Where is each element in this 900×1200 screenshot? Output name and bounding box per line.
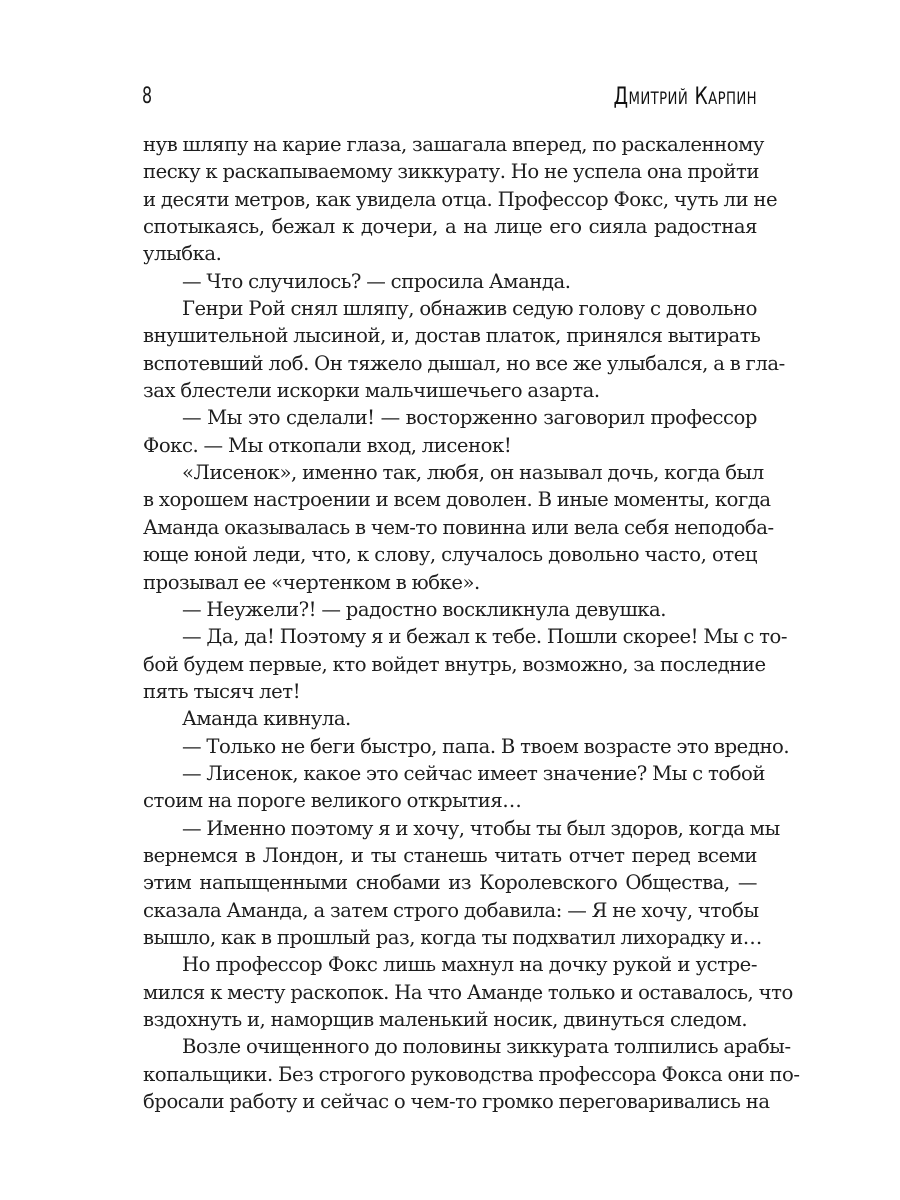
text-line: — Да, да! Поэтому я и бежал к тебе. Пошли скорее! Мы с то- — [182, 625, 788, 649]
text-line: в хорошем настроении и всем доволен. В иные моменты, когда — [143, 488, 771, 512]
text-line: — Лисенок, какое это сейчас имеет значение? Мы с тобой — [182, 761, 766, 785]
text-line: вышло, как в прошлый раз, когда ты подхватил лихорадку и… — [143, 925, 762, 949]
text-line: Аманда кивнула. — [182, 707, 351, 731]
text-line: внушительной лысиной, и, достав платок, принялся вытирать — [143, 324, 761, 348]
text-line: Фокс. — Мы откопали вход, лисенок! — [143, 433, 512, 457]
text-line: вспотевший лоб. Он тяжело дышал, но все же улыбался, а в гла- — [143, 351, 785, 375]
text-line: улыбка. — [143, 242, 222, 266]
text-line: мился к месту раскопок. На что Аманде только и оставалось, что — [143, 980, 793, 1004]
body-text — [143, 131, 800, 1115]
text-line: прозывал ее «чертенком в юбке». — [143, 570, 480, 594]
text-line: — Именно поэтому я и хочу, чтобы ты был здоров, когда мы — [182, 816, 780, 840]
text-line: стоим на пороге великого открытия… — [143, 789, 522, 813]
text-line: «Лисенок», именно так, любя, он называл дочь, когда был — [182, 461, 764, 485]
text-line: Аманда оказывалась в чем-то повинна или вела себя неподоба- — [143, 515, 774, 539]
text-line: Но профессор Фокс лишь махнул на дочку рукой и устре- — [182, 953, 757, 977]
text-line: — Мы это сделали! — восторженно заговорил профессор — [182, 406, 757, 430]
text-line: — Что случилось? — спросила Аманда. — [182, 269, 571, 293]
text-line: зах блестели искорки мальчишечьего азарта. — [143, 379, 600, 403]
text-line: копальщики. Без строгого руководства профессора Фокса они по- — [143, 1062, 800, 1086]
text-line: сказала Аманда, а затем строго добавила: — Я не хочу, чтобы — [143, 898, 759, 922]
text-line: пять тысяч лет! — [143, 679, 301, 703]
text-line: юще юной леди, что, к слову, случалось довольно часто, отец — [143, 543, 757, 567]
text-line: песку к раскапываемому зиккурату. Но не успела она пройти — [143, 160, 760, 184]
text-line: бой будем первые, кто войдет внутрь, возможно, за последние — [143, 652, 766, 676]
text-line: вернемся в Лондон, и ты станешь читать отчет перед всеми — [143, 843, 757, 867]
text-line: нув шляпу на карие глаза, зашагала вперед, по раскаленному — [143, 133, 764, 156]
page-number: 8 — [142, 84, 153, 109]
text-line: — Только не беги быстро, папа. В твоем возрасте это вредно. — [182, 734, 790, 758]
text-line: — Неужели?! — радостно воскликнула девушка. — [182, 597, 667, 621]
text-line: и десяти метров, как увидела отца. Профессор Фокс, чуть ли не — [143, 187, 778, 211]
running-head-author: Дмитрий Карпин — [613, 82, 757, 110]
text-line: спотыкаясь, бежал к дочери, а на лице его сияла радостная — [143, 215, 757, 239]
text-line: этим напыщенными снобами из Королевского Общества, — — [143, 871, 757, 895]
text-line: бросали работу и сейчас о чем-то громко переговаривались на — [143, 1090, 770, 1114]
text-line: вздохнуть и, наморщив маленький носик, двинуться следом. — [143, 1008, 748, 1031]
text-line: Генри Рой снял шляпу, обнажив седую голову с довольно — [182, 297, 757, 321]
text-line: Возле очищенного до половины зиккурата толпились арабы- — [182, 1035, 791, 1059]
